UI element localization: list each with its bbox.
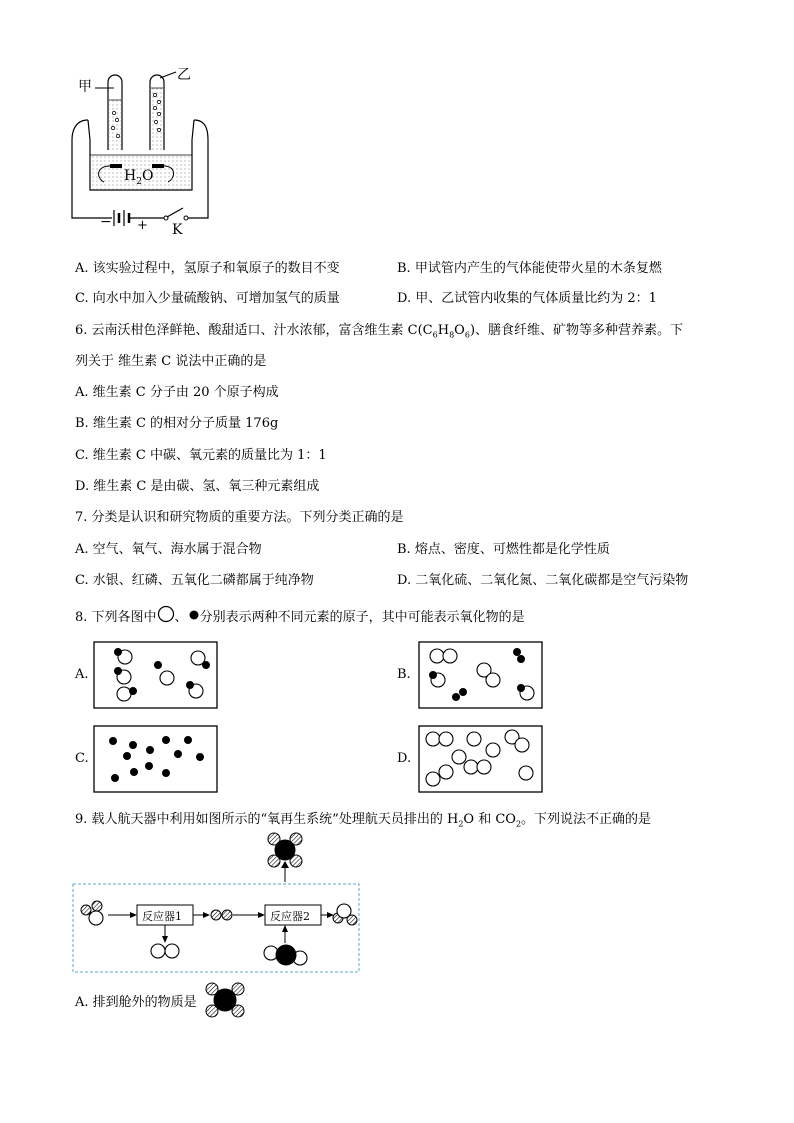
label-plus: + xyxy=(137,218,148,233)
label-yi: 乙 xyxy=(177,67,191,83)
label-jia: 甲 xyxy=(78,79,92,95)
q5-option-d: D. 甲、乙试管内收集的气体质量比约为 2：1 xyxy=(397,291,657,306)
q7-stem: 7. 分类是认识和研究物质的重要方法。下列分类正确的是 xyxy=(75,510,404,525)
reactor-2-label: 反应器2 xyxy=(270,910,310,923)
q6-stem-line2: 列关于 维生素 C 说法中正确的是 xyxy=(75,354,267,369)
q9-option-a: A. 排到舱外的物质是 xyxy=(75,995,197,1010)
label-water: $H_2O$ xyxy=(124,168,154,187)
q8-option-b-label: B. xyxy=(397,667,411,682)
q5-option-b: B. 甲试管内产生的气体能使带火星的木条复燃 xyxy=(397,261,662,276)
q7-option-c: C. 水银、红磷、五氧化二磷都属于纯净物 xyxy=(75,573,314,588)
q9-stem: 9. 载人航天器中利用如图所示的“氧再生系统”处理航天员排出的 $H_2O$ 和 $CO_2$。下列说法不正确的是 xyxy=(75,812,652,829)
q6-option-a: A. 维生素 C 分子由 20 个原子构成 xyxy=(75,385,279,400)
q6-option-c: C. 维生素 C 中碳、氧元素的质量比为 1：1 xyxy=(75,448,327,463)
reactor-1-label: 反应器1 xyxy=(142,910,182,923)
q6-stem-line1: 6. 云南沃柑色泽鲜艳、酸甜适口、汁水浓郁，富含维生素 $C(C_6H_8O_6)$、膳食纤维、矿物等多种营养素。下 xyxy=(75,323,684,340)
q8-stem: 8. 下列各图中 、 分别表示两种不同元素的原子，其中可能表示氧化物的是 xyxy=(75,605,525,625)
label-minus: − xyxy=(100,214,112,230)
q6-option-d: D. 维生素 C 是由碳、氢、氧三种元素组成 xyxy=(75,479,320,494)
q7-option-a: A. 空气、氧气、海水属于混合物 xyxy=(75,542,262,557)
q8-option-d-label: D. xyxy=(397,751,412,766)
q6-option-b: B. 维生素 C 的相对分子质量 176g xyxy=(75,416,279,431)
label-switch: K xyxy=(172,222,183,238)
q7-option-b: B. 熔点、密度、可燃性都是化学性质 xyxy=(397,542,610,557)
q8-option-c-label: C. xyxy=(75,751,89,766)
q5-option-a: A. 该实验过程中，氢原子和氧原子的数目不变 xyxy=(75,261,340,276)
q8-option-a-label: A. xyxy=(75,667,89,682)
q5-option-c: C. 向水中加入少量硫酸钠、可增加氢气的质量 xyxy=(75,291,340,306)
q7-option-d: D. 二氧化硫、二氧化氮、二氧化碳都是空气污染物 xyxy=(397,573,689,588)
